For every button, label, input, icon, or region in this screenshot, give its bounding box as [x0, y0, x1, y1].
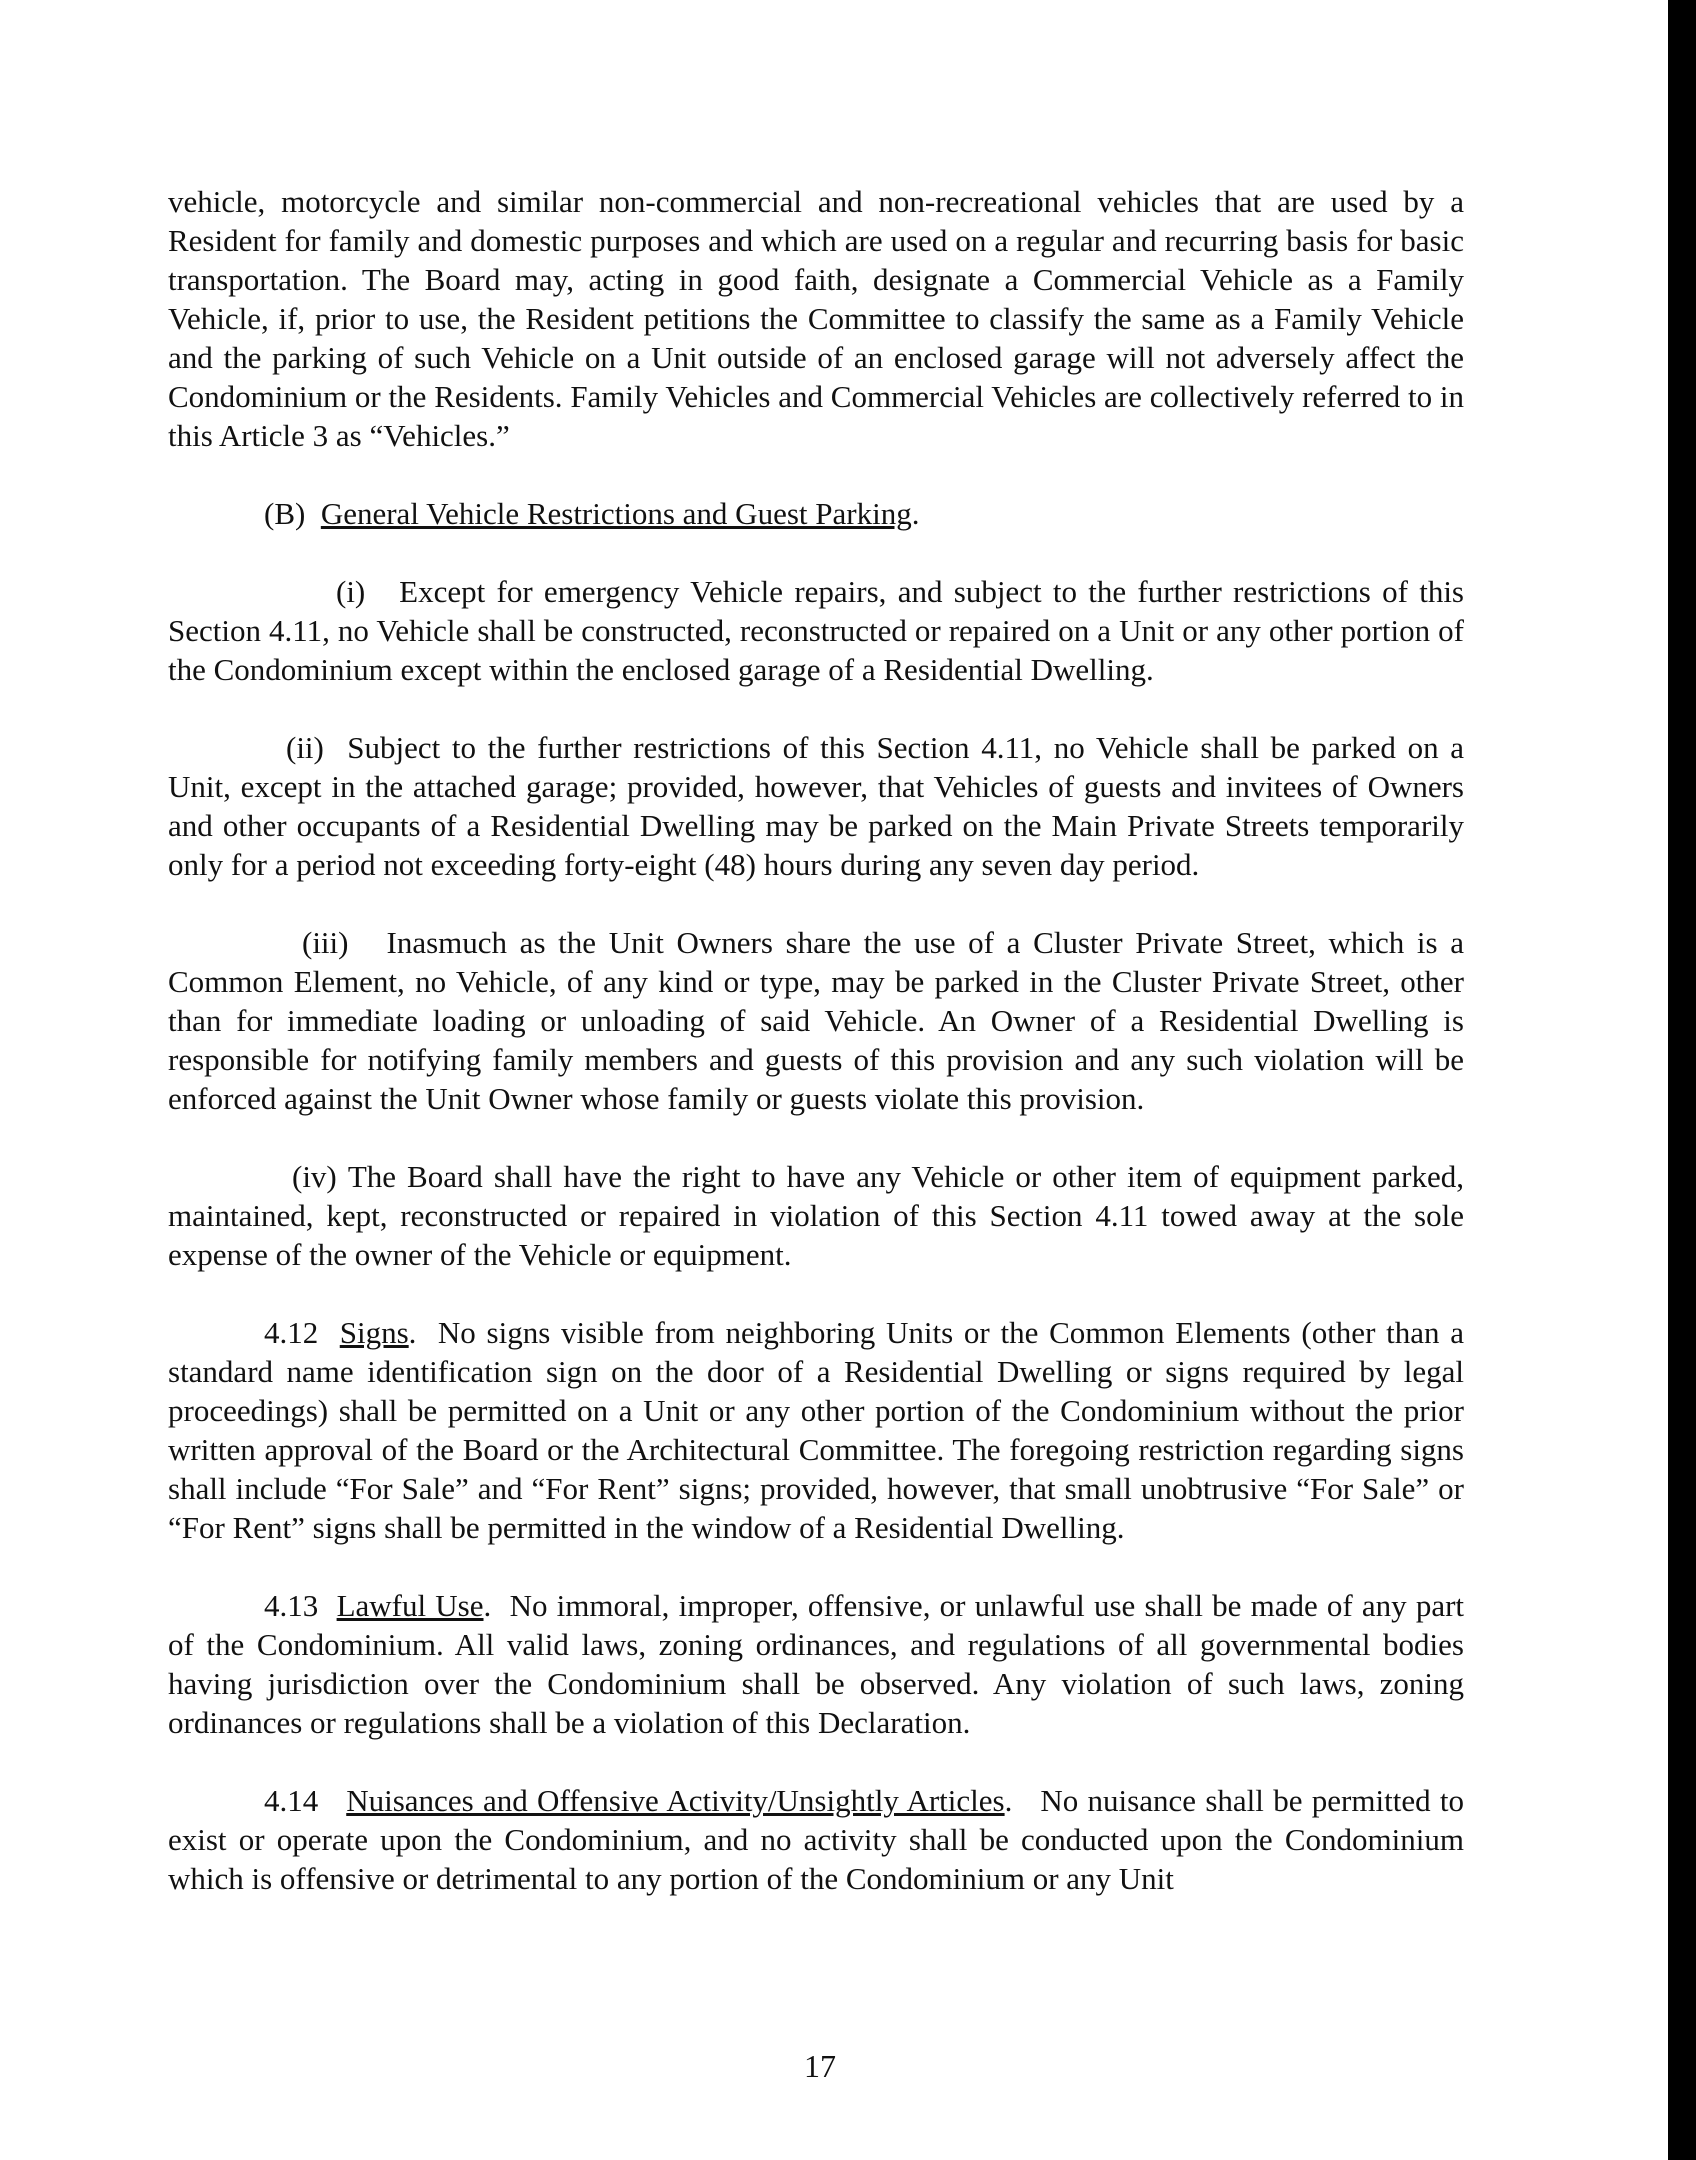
item-iv-text: The Board shall have the right to have any Vehicle or other item of equipment parked, maintained, kept, reconstructed or repaired in violation of this Section 4.11 towed away at the sole expense of the owner of the Vehicle or equipment. — [168, 1159, 1464, 1272]
item-ii-text: Subject to the further restrictions of this Section 4.11, no Vehicle shall be parked on a Unit, except in the attached garage; provided, however, that Vehicles of guests and invitees of Owners and other occupants of a Residential Dwelling may be parked on the Main Private Streets temporarily only for a period not exceeding forty-eight (48) hours during any seven day period. — [168, 730, 1465, 882]
section-4-13: 4.13 Lawful Use. No immoral, improper, offensive, or unlawful use shall be made of any part of the Condominium. All valid laws, zoning ordinances, and regulations of all governmental bodies having jurisdiction over the Condominium shall be observed. Any violation of such laws, zoning ordinances or regulations shall be a violation of this Declaration. — [168, 1588, 1465, 1740]
section-4-12-heading: Signs — [339, 1315, 409, 1350]
item-i-text: Except for emergency Vehicle repairs, and subject to the further restrictions of this Section 4.11, no Vehicle shall be constructed, reconstructed or repaired on a Unit or any other portion of the Condominium except within the enclosed garage of a Residential Dwelling. — [168, 574, 1464, 687]
subsection-b-title: General Vehicle Restrictions and Guest Parking — [320, 496, 912, 531]
page-number: 17 — [804, 2048, 836, 2084]
section-4-13-text: No immoral, improper, offensive, or unlawful use shall be made of any part of the Condominium. All valid laws, zoning ordinances, and regulations of all governmental bodies having jurisdiction over the Condominium shall be observed. Any violation of such laws, zoning ordinances or regulations shall be a violation of this Declaration. — [168, 1588, 1465, 1740]
item-i — [168, 572, 1464, 689]
item-i-label: (i) — [336, 574, 366, 609]
item-iii-text: Inasmuch as the Unit Owners share the use of a Cluster Private Street, which is a Common Element, no Vehicle, of any kind or type, may be parked in the Cluster Private Street, other than for immediate loading or unloading of said Vehicle. An Owner of a Residential Dwelling is responsible for notifying family members and guests of this provision and any such violation will be enforced against the Unit Owner whose family or guests violate this provision. — [168, 925, 1465, 1116]
section-4-13-heading: Lawful Use — [336, 1588, 484, 1623]
item-iv-label: (iv) — [292, 1159, 337, 1194]
subsection-b-heading — [168, 494, 1464, 533]
section-4-14-heading: Nuisances and Offensive Activity/Unsightly Articles — [346, 1783, 1005, 1818]
subsection-b-label: (B) — [264, 496, 306, 531]
item-iii — [168, 923, 1464, 1118]
section-4-14-number: 4.14 — [264, 1783, 319, 1818]
document-body — [168, 182, 1464, 1898]
item-iv — [168, 1157, 1464, 1274]
item-ii — [168, 728, 1464, 884]
subsection-b-punct: . — [911, 496, 920, 531]
item-ii-label: (ii) — [286, 730, 324, 765]
section-4-14-text: No nuisance shall be permitted to exist or operate upon the Condominium, and no activity shall be conducted upon the Condominium which is offensive or detrimental to any portion of the Condominium or any Unit — [168, 1783, 1465, 1896]
intro-paragraph: vehicle, motorcycle and similar non-commercial and non-recreational vehicles that are used by a Resident for family and domestic purposes and which are used on a regular and recurring basis for basic transportation. The Board may, acting in good faith, designate a Commercial Vehicle as a Family Vehicle, if, prior to use, the Resident petitions the Committee to classify the same as a Family Vehicle and the parking of such Vehicle on a Unit outside of an enclosed garage will not adversely affect the Condominium or the Residents. Family Vehicles and Commercial Vehicles are collectively referred to in this Article 3 as “Vehicles.” — [168, 184, 1464, 453]
section-4-13-number: 4.13 — [264, 1588, 319, 1623]
item-iii-label: (iii) — [302, 925, 349, 960]
section-4-14: 4.14 Nuisances and Offensive Activity/Unsightly Articles. No nuisance shall be permitted to exist or operate upon the Condominium, and no activity shall be conducted upon the Condominium which is offensive or detrimental to any portion of the Condominium or any Unit — [168, 1783, 1465, 1896]
scan-edge-bar — [1668, 0, 1696, 2160]
section-4-12-text: No signs visible from neighboring Units or the Common Elements (other than a standard name identification sign on the door of a Residential Dwelling or signs required by legal proceedings) shall be permitted on a Unit or any other portion of the Condominium without the prior written approval of the Board or the Architectural Committee. The foregoing restriction regarding signs shall include “For Sale” and “For Rent” signs; provided, however, that small unobtrusive “For Sale” or “For Rent” signs shall be permitted in the window of a Residential Dwelling. — [168, 1315, 1465, 1545]
section-4-12: 4.12 Signs. No signs visible from neighboring Units or the Common Elements (other than a standard name identification sign on the door of a Residential Dwelling or signs required by legal proceedings) shall be permitted on a Unit or any other portion of the Condominium without the prior written approval of the Board or the Architectural Committee. The foregoing restriction regarding signs shall include “For Sale” and “For Rent” signs; provided, however, that small unobtrusive “For Sale” or “For Rent” signs shall be permitted in the window of a Residential Dwelling. — [168, 1315, 1465, 1545]
section-4-12-number: 4.12 — [264, 1315, 319, 1350]
